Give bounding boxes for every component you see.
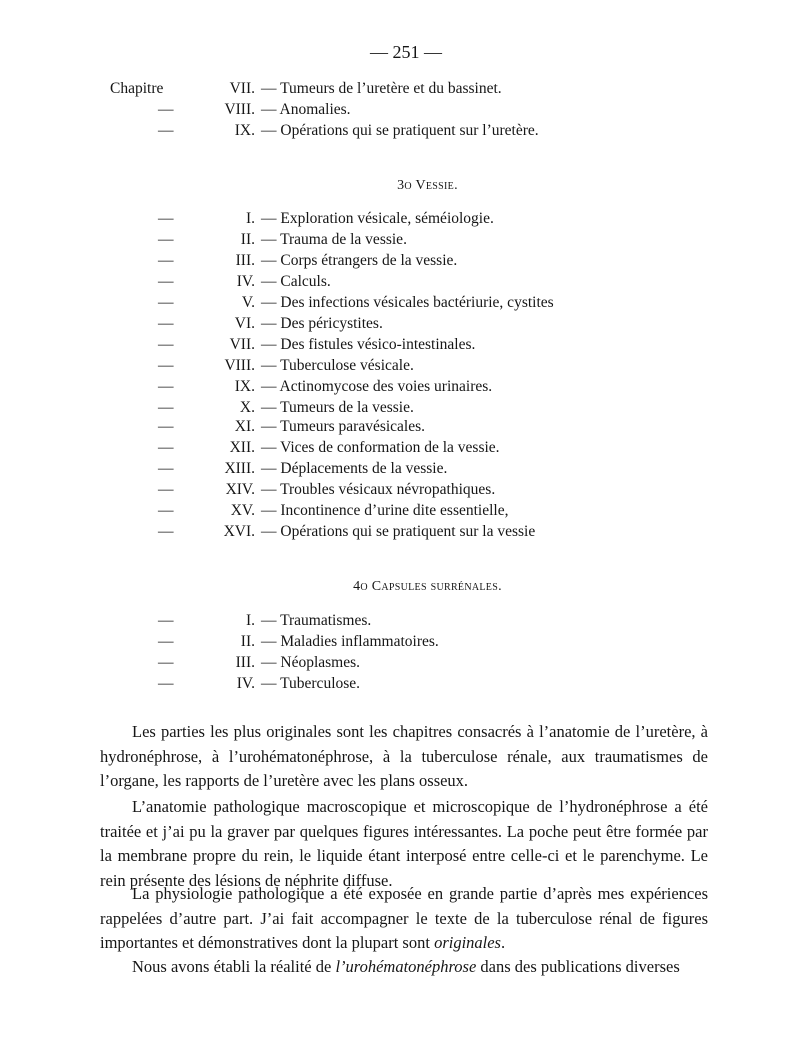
toc-lead: — [158,460,174,477]
toc-number: III. [235,654,255,671]
toc-entry [120,652,680,674]
toc-number: IV. [236,273,255,290]
toc-title: — Tumeurs paravésicales. [261,418,426,435]
toc-lead: — [158,357,174,374]
body-paragraph [100,795,708,893]
toc-entry [120,416,680,438]
toc-title: — Anomalies. [261,101,351,118]
toc-lead: — [158,439,174,456]
toc-number: XI. [234,418,255,435]
toc-number: I. [245,210,255,227]
toc-entry [120,271,680,293]
toc-lead: — [158,418,174,435]
toc-entry [120,458,680,480]
toc-entry [120,208,680,230]
toc-number: VII. [229,336,255,353]
toc-number: VIII. [224,101,255,118]
paragraph-text: La physiologie pathologique a été exposée en grande partie d’après mes expériences rappelées d’autre part. J’ai fait accompagner le texte de la tuberculose rénal de figures importantes et démonstratives dont la plupart sont [100,884,708,952]
toc-lead: — [158,675,174,692]
toc-number: VIII. [224,357,255,374]
toc-number: VII. [229,80,255,97]
toc-lead: — [158,399,174,416]
toc-title: — Des infections vésicales bactériurie, cystites [261,294,554,311]
toc-lead: — [158,294,174,311]
body-paragraph [100,720,708,794]
paragraph-text: Les parties les plus originales sont les chapitres consacrés à l’anatomie de l’uretère, à hydronéphrose, à l’urohématonéphrose, à la tuberculose rénale, aux traumatismes de l’organe, les rapports de l’uretère avec les plans osseux. [100,722,708,790]
toc-title: — Vices de conformation de la vessie. [261,439,500,456]
body-paragraph [100,955,708,980]
page-number: — 251 — [370,42,442,62]
toc-title: — Corps étrangers de la vessie. [261,252,458,269]
toc-entry [120,521,680,543]
toc-number: XV. [230,502,255,519]
toc-entry [120,313,680,335]
toc-entry [120,355,680,377]
toc-number: V. [241,294,255,311]
toc-number: II. [240,231,255,248]
toc-lead: — [158,654,174,671]
toc-entry [120,250,680,272]
paragraph-text: . [500,933,506,952]
toc-entry [120,673,680,695]
toc-title: — Incontinence d’urine dite essentielle, [261,502,509,519]
toc-number: I. [245,612,255,629]
toc-title: — Déplacements de la vessie. [261,460,448,477]
toc-entry [120,376,680,398]
toc-number: IX. [234,122,255,139]
toc-entry [120,292,680,314]
paragraph-text: Nous avons établi la réalité de [132,957,336,976]
toc-entry [120,99,680,121]
toc-lead: — [158,523,174,540]
toc-title: — Maladies inflammatoires. [261,633,439,650]
toc-entry [120,334,680,356]
toc-lead: — [158,633,174,650]
toc-entry [120,631,680,653]
toc-title: — Actinomycose des voies urinaires. [261,378,493,395]
toc-title: — Tumeurs de la vessie. [261,399,414,416]
toc-entry [120,437,680,459]
toc-title: — Tumeurs de l’uretère et du bassinet. [261,80,502,97]
toc-number: IV. [236,675,255,692]
toc-lead: — [158,231,174,248]
section-heading-vessie: 3o Vessie. [397,178,458,193]
toc-title: — Tuberculose. [261,675,361,692]
toc-title: — Exploration vésicale, séméiologie. [261,210,494,227]
toc-title: — Opérations qui se pratiquent sur la vessie [261,523,536,540]
toc-title: — Opérations qui se pratiquent sur l’uretère. [261,122,539,139]
toc-number: X. [239,399,255,416]
toc-lead: — [158,101,174,118]
body-paragraph [100,882,708,956]
toc-number: XII. [229,439,255,456]
paragraph-text: L’anatomie pathologique macroscopique et microscopique de l’hydronéphrose a été traitée et j’ai pu la graver par quelques figures intéressantes. La poche peut être formée par la membrane propre du rein, le liquide étant interposé entre celle-ci et le parenchyme. Le rein présente des lésions de néphrite diffuse. [100,797,708,890]
toc-entry [120,610,680,632]
toc-lead: — [158,612,174,629]
toc-title: — Des fistules vésico-intestinales. [261,336,476,353]
toc-lead: — [158,481,174,498]
toc-lead: — [158,210,174,227]
paragraph-emphasis: l’urohématonéphrose [335,957,477,976]
toc-number: XVI. [223,523,255,540]
toc-number: II. [240,633,255,650]
toc-title: — Des péricystites. [261,315,383,332]
toc-title: — Troubles vésicaux névropathiques. [261,481,496,498]
toc-lead: — [158,336,174,353]
toc-lead: — [158,252,174,269]
toc-number: VI. [234,315,255,332]
toc-title: — Trauma de la vessie. [261,231,407,248]
toc-number: III. [235,252,255,269]
paragraph-emphasis: originales [434,933,501,952]
paragraph-text: dans des publications diverses [476,957,680,976]
toc-number: XIV. [225,481,255,498]
toc-title: — Néoplasmes. [261,654,361,671]
toc-entry [120,229,680,251]
toc-entry [110,78,680,100]
toc-entry [120,120,680,142]
toc-entry [120,500,680,522]
toc-lead: — [158,378,174,395]
toc-title: — Tuberculose vésicale. [261,357,414,374]
toc-number: XIII. [224,460,255,477]
toc-lead: — [158,502,174,519]
toc-lead: — [158,315,174,332]
toc-title: — Calculs. [261,273,331,290]
toc-title: — Traumatismes. [261,612,372,629]
section-heading-capsules: 4o Capsules surrénales. [353,579,502,594]
toc-lead: Chapitre [110,80,164,97]
toc-lead: — [158,273,174,290]
toc-entry [120,479,680,501]
toc-lead: — [158,122,174,139]
toc-number: IX. [234,378,255,395]
